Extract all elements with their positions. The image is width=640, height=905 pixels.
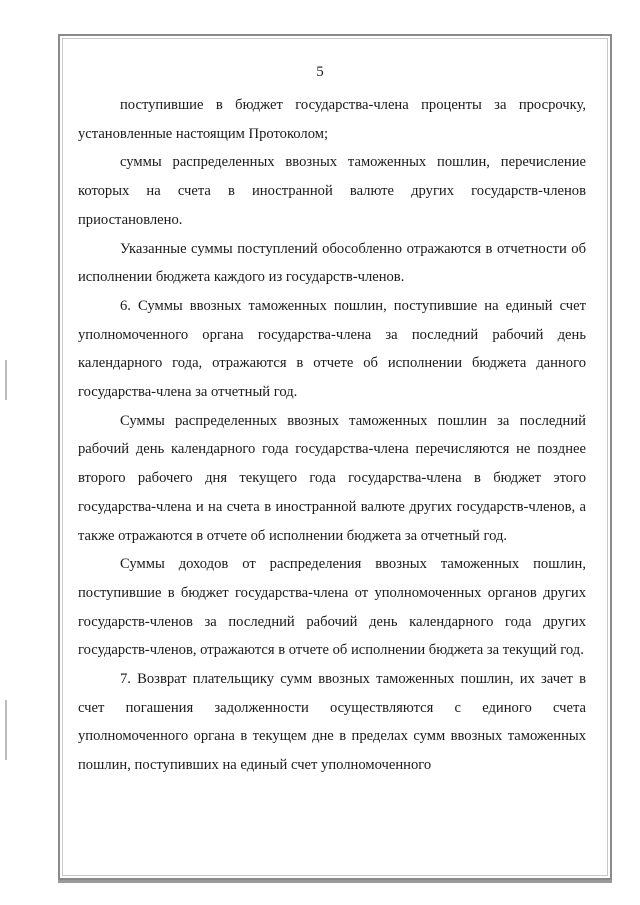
paragraph-6: Суммы доходов от распределения ввозных таможенных пошлин, поступившие в бюджет государства-члена от уполномоченных органов других государств-членов за последний рабочий день календарного года других государств-членов, отражаются в отчете об исполнении бюджета за текущий год.	[78, 556, 586, 659]
paragraph-1: поступившие в бюджет государства-члена проценты за просрочку, установленные настоящим Протоколом;	[78, 97, 586, 142]
paragraph-5: Суммы распределенных ввозных таможенных пошлин за последний рабочий день календарного года государства-члена перечисляются не позднее второго рабочего дня текущего года государства-члена в бюджет этого государства-члена и на счета в иностранной валюте других государств-членов, а также отражаются в отчете об исполнении бюджета за отчетный год.	[78, 412, 586, 544]
paragraph-7: 7. Возврат плательщику сумм ввозных таможенных пошлин, их зачет в счет погашения задолженности осуществляются с единого счета уполномоченного органа в текущем дне в пределах сумм ввозных таможенных пошлин, поступивших на единый счет уполномоченного	[78, 671, 586, 774]
page-border-bottom	[58, 880, 612, 883]
paragraph-4: 6. Суммы ввозных таможенных пошлин, поступившие на единый счет уполномоченного органа государства-члена за последний рабочий день календарного года, отражаются в отчете об исполнении бюджета данного государства-члена за отчетный год.	[78, 297, 586, 401]
document-body	[78, 91, 586, 780]
scan-artifact	[5, 360, 7, 400]
paragraph-2: суммы распределенных ввозных таможенных пошлин, перечисление которых на счета в иностранной валюте других государств-членов приостановлено.	[78, 154, 586, 228]
scan-artifact	[5, 700, 7, 760]
paragraph-3: Указанные суммы поступлений обособленно отражаются в отчетности об исполнении бюджета каждого из государств-членов.	[78, 240, 586, 286]
page-number: 5	[316, 64, 324, 80]
